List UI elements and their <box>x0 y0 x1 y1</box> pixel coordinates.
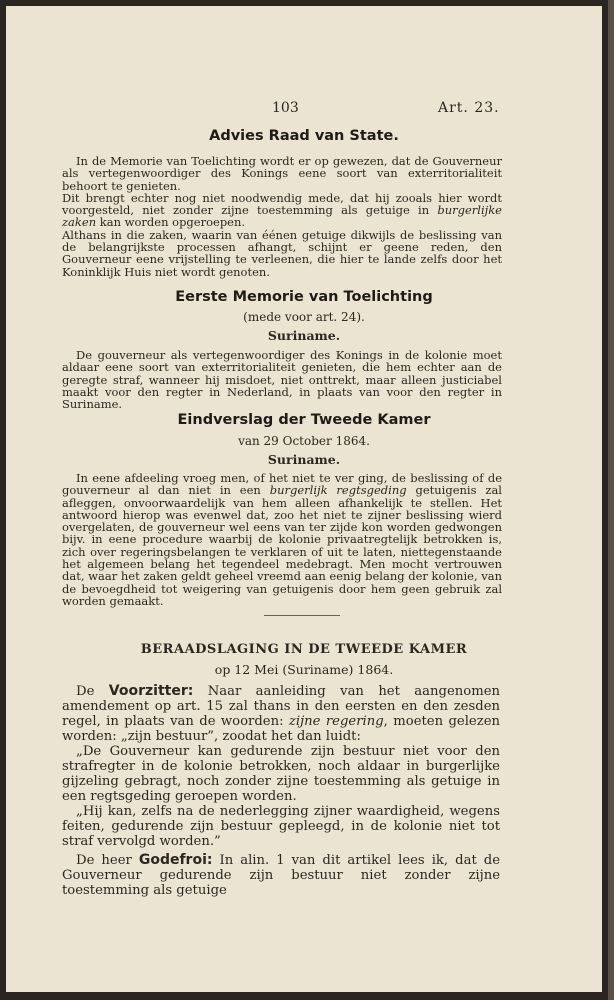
eindverslag-paragraph: In eene afdeeling vroeg men, of het niet te ver ging, de beslissing of de gouverneur al dan niet in een burgerlijk regtsgeding getuigenis zal afleggen, onvoorwaardelijk van hem alleen afhankelijk te stellen. Het antwoord hierop was evenwel dat, zoo het niet te zijner beslissing wierd overgelaten, de gouverneur wel eens van ter zijde kon worden gedwongen bijv. in eene procedure waarbij de kolonie privaatregtelijk betrokken is, zich over regeringsbelangen te verklaren of uit te laten, niettegenstaande het algemeen belang het tegendeel medebragt. Men mocht vertrouwen dat, waar het zaken geldt geheel vreemd aan eenig belang der kolonie, van de bevoegdheid tot weigering van getuigenis door hem geen gebruik zal worden gemaakt. <box>62 471 503 608</box>
quoted-paragraph-1: „De Gouverneur kan gedurende zijn bestuur niet voor den strafregter in de kolonie betrokken, noch aldaar in burgerlijke gijzeling gebragt, noch zonder zijne toestemming als getuige in een regtsgeding geroepen worden. <box>62 744 500 804</box>
page-number: 103 <box>272 100 299 116</box>
advies-text <box>62 155 502 278</box>
article-number: Art. 23. <box>438 100 500 116</box>
section-title-eindverslag: Eindverslag der Tweede Kamer <box>177 412 431 428</box>
memorie-paragraph: De gouverneur als vertegenwoordiger des Konings in de kolonie moet aldaar eene soort van exterritorialiteit genieten, die hem echter aan de geregte straf, wanneer hij misdoet, niet onttrekt, maar alleen justiciabel maakt voor den regter in Nederland, in plaats van voor den regter in Suriname. <box>62 348 502 412</box>
section-title-beraadslaging: BERAADSLAGING IN DE TWEEDE KAMER <box>140 642 468 657</box>
advies-paragraph-2: Dit brengt echter nog niet noodwendig mede, dat hij zooals hier wordt voorgesteld, niet zonder zijne toestemming als getuige in burgerlijke zaken kan worden opgeroepen. <box>62 190 502 230</box>
speaker-voorzitter: Voorzitter: <box>108 683 194 699</box>
quoted-paragraph-2: „Hij kan, zelfs na de nederlegging zijner waardigheid, wegens feiten, gedurende zijn bestuur gepleegd, in de kolonie niet tot straf vervolgd worden.” <box>62 804 500 849</box>
section-title-advies: Advies Raad van State. <box>209 128 399 144</box>
beraadslaging-text <box>62 684 500 898</box>
section-divider <box>264 615 340 616</box>
beraadslaging-subtitle: op 12 Mei (Suriname) 1864. <box>214 662 394 677</box>
advies-paragraph-1: In de Memorie van Toelichting wordt er op gewezen, dat de Gouverneur als vertegenwoordiger des Konings eene soort van exterritorialiteit behoort te genieten. <box>62 154 502 193</box>
eindverslag-region: Suriname. <box>267 452 341 467</box>
memorie-subtitle: (mede voor art. 24). <box>243 310 365 324</box>
memorie-region: Suriname. <box>267 328 341 343</box>
advies-paragraph-3: Althans in die zaken, waarin van éénen getuige dikwijls de beslissing van de belangrijkste processen afhangt, schijnt er geene reden, den Gouverneur eene vrijstelling te verleenen, die hier te lande zelfs door het Koninklijk Huis niet wordt genoten. <box>62 227 502 279</box>
eindverslag-subtitle: van 29 October 1864. <box>238 434 370 448</box>
godefroi-paragraph: De heer Godefroi: In alin. 1 van dit artikel lees ik, dat de Gouverneur gedurende zijn bestuur niet zonder zijne toestemming als getuige <box>62 852 500 898</box>
speaker-godefroi: Godefroi: <box>138 852 213 868</box>
section-title-memorie: Eerste Memorie van Toelichting <box>175 289 433 305</box>
voorzitter-paragraph: De Voorzitter: Naar aanleiding van het aangenomen amendement op art. 15 zal thans in den eersten en den zesden regel, in plaats van de woorden: zijne regering, moeten gelezen worden: „zijn bestuur”, zoodat het dan luidt: <box>62 683 500 744</box>
document-page <box>6 6 602 992</box>
page-edge <box>608 0 614 1000</box>
